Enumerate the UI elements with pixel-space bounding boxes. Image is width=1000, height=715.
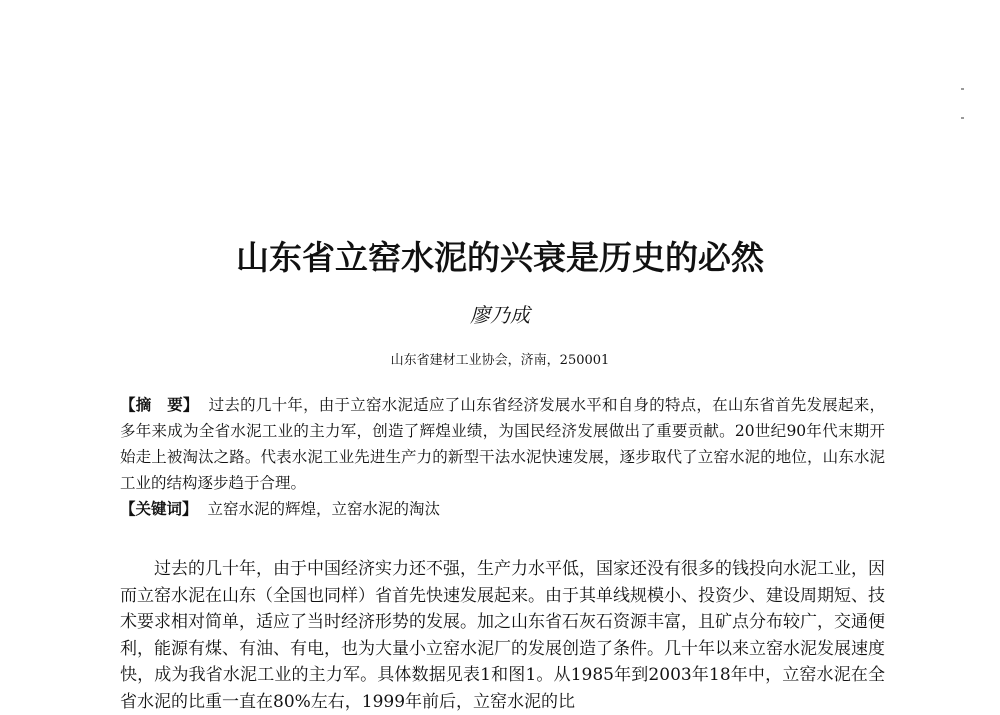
- keywords-label: 【关键词】: [120, 500, 198, 518]
- abstract-section: [120, 392, 885, 522]
- scan-speck: [961, 117, 964, 119]
- abstract-paragraph: [120, 392, 885, 496]
- abstract-text: 过去的几十年，由于立窑水泥适应了山东省经济发展水平和自身的特点，在山东省首先发展起来，多年来成为全省水泥工业的主力军，创造了辉煌业绩，为国民经济发展做出了重要贡献。20世纪90年代末期开始走上被淘汰之路。代表水泥工业先进生产力的新型干法水泥快速发展，逐步取代了立窑水泥的地位，山东水泥工业的结构逐步趋于合理。: [120, 396, 885, 492]
- abstract-label: 【摘 要】: [120, 396, 199, 414]
- author-name: 廖乃成: [470, 303, 530, 327]
- body-paragraph: 过去的几十年，由于中国经济实力还不强，生产力水平低，国家还没有很多的钱投向水泥工业，因而立窑水泥在山东（全国也同样）省首先快速发展起来。由于其单线规模小、投资少、建设周期短、技术要求相对简单，适应了当时经济形势的发展。加之山东省石灰石资源丰富，且矿点分布较广，交通便利，能源有煤、有油、有电，也为大量小立窑水泥厂的发展创造了条件。几十年以来立窑水泥发展速度快，成为我省水泥工业的主力军。具体数据见表1和图1。从1985年到2003年18年中，立窑水泥在全省水泥的比重一直在80%左右，1999年前后，立窑水泥的比: [120, 559, 885, 712]
- keywords-text: 立窑水泥的辉煌，立窑水泥的淘汰: [207, 500, 441, 518]
- keywords-paragraph: [120, 496, 885, 522]
- body-text: [120, 556, 885, 715]
- article-title: 山东省立窑水泥的兴衰是历史的必然: [236, 238, 764, 277]
- author-affiliation: 山东省建材工业协会，济南，250001: [390, 353, 610, 368]
- scan-speck: [961, 88, 964, 90]
